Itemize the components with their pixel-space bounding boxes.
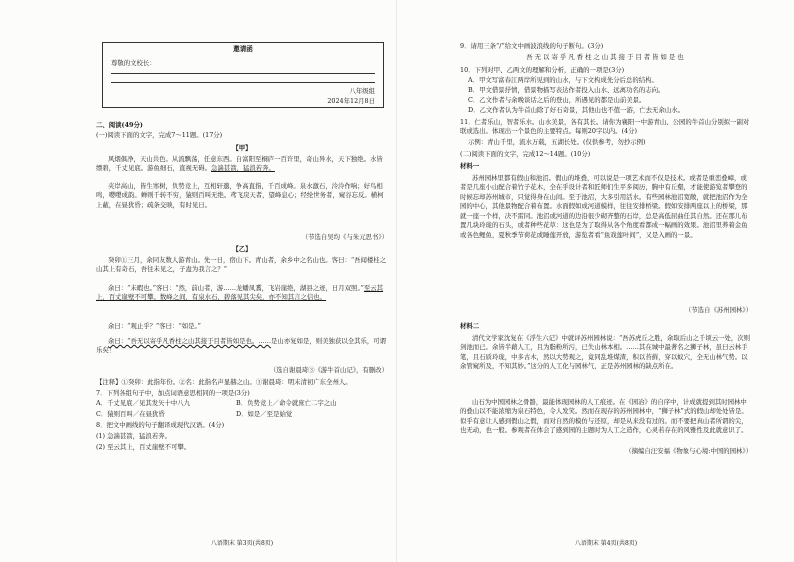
passage-yi-para1: 癸卯①三月，余同友数人游青山。先一日，宿山下。青山者，余乡中之名山也。客曰：“吾闻楼桂之山其上有奇石，吾往未见之，子盍为我言之？” xyxy=(96,256,387,274)
option-a[interactable]: A．千丈见底／见其发矢十中八九 xyxy=(96,399,191,407)
passage-yi-title: 【乙】 xyxy=(232,245,252,253)
section-title: 二、阅读(49分) xyxy=(96,121,143,129)
material-one-title: 材料一 xyxy=(460,162,480,170)
question-9: 9．请用三条“/”给文中画波浪线的句子断句。(3分) xyxy=(460,42,604,50)
part-two-instruction: (二)阅读下面的文字，完成12～14题。(10分) xyxy=(460,150,591,158)
passage-yi-para3: 余曰：“观止乎？”客曰：“如是。” xyxy=(108,322,201,330)
passage-yi-para4: 余曰：“吾无以寄乎凡香柱之山其接于目者皆如是也。……是山亦复如是，则美独获以全其乐，可谓乐矣！” xyxy=(96,337,387,355)
option-c[interactable]: C．猿则百叫／在昼犹昏 xyxy=(96,410,165,418)
option-b[interactable]: B．负势竞上／命令就庶亡二字之山 xyxy=(236,399,337,407)
material-two-source: （摘编自汪安福《物象与心境:中国的园林》） xyxy=(625,447,752,455)
underlined-sentence: 至云其上，百丈崖壁不可攀。数峰之间，有泉水石，碧落见其尖矣，亦不知 xyxy=(96,284,384,302)
question-9-text: 吾无以寄乎凡香柱之山其接于目者皆如是也 xyxy=(526,53,686,61)
part-one-instruction: (一)阅读下面的文字，完成7～11题。(17分) xyxy=(96,131,223,139)
question-10: 10．下列对甲、乙两文的理解和分析，正确的一项是(3分) xyxy=(460,66,625,74)
option-d[interactable]: D．如是／至是始觉 xyxy=(236,410,293,418)
question-8-item1: (1) 急湍甚箭，猛浪若奔。 xyxy=(96,432,171,440)
blank-line xyxy=(111,82,375,83)
question-11: 11．仁者乐山，智者乐水。山水美景，各有其长。请你为襄阳一中游青山、公园的牛首山分别拟一副对联或选出。体现出一个景色的主要特点。每则20字以内。(4分) xyxy=(460,118,750,136)
page-footer-left: 八语期末 第3页(共8页) xyxy=(210,540,274,547)
page-left xyxy=(96,0,388,562)
question-7-options-2 xyxy=(96,410,388,419)
question-11-example: 示例：青山千里，流水万载，五湖长处。(仅供参考，勿抄示例) xyxy=(468,138,646,146)
invitation-date: 2024年12月8日 xyxy=(327,97,375,105)
material-two-para2: 山石为中国园林之骨骼，最能体现园林的人工痕迹。在《园冶》的自序中，计成就提到其时园林中的叠山以不能浓缩为泉石特色，令人发笑。然而在现存的苏州园林中，“狮子林”式的假山却处处皆是。似乎有意让人感到假山之假，而对自然的模仿与还原，却是从来没有过的。而不要把真山者所谓的尖，也无动，也一般。参观者在体会了感到园的主题时为人工之造作，心灵若存在的风雅性及此就意识了。 xyxy=(460,398,748,435)
invitation-title: 邀请函 xyxy=(233,45,253,53)
question-10-option-a[interactable]: A．甲文写富春江两岸所见到的山水，与下文构成先分后总的结构。 xyxy=(468,76,658,84)
question-8-item2: (2) 至云其上，百丈崖壁不可攀。 xyxy=(96,443,191,451)
blank-line xyxy=(111,73,375,74)
page-fold xyxy=(396,0,397,562)
passage-jia-source: （节选自吴均《与朱元思书》） xyxy=(301,233,388,241)
material-one-text: 苏州园林里都有假山和池沼。假山的堆叠，可以说是一项艺术而不仅是技术。或者是重峦叠嶂，或者是几座小山配合着竹子花木，全在乎设计者和匠师们生平多阅历，胸中有丘壑，才能使游览者攀登的时候忘却苏州城市，只觉得身在山间。至于池沼，大多引用活水。有些园林池沼宽敞，就把池沼作为全园的中心，其他景物配合着布置。水面假如成河道模样，往往安排桥梁。假如安排两座以上的桥梁，那就一座一个样，决不雷同。池沼或河道的边沿很少砌齐整的石岸，总是高低屈曲任其自然。还在那儿布置几块玲珑的石头，或者种些花草：这也是为了取得从各个角度看都成一幅画的效果。池沼里养着金鱼或各色鲤鱼，夏秋季节荷花或睡莲开放，游览者看“鱼戏莲叶间”，又是入画的一景。 xyxy=(460,174,748,239)
passage-yi-source: （选自谢晨琦③《游牛首山记》，有删改） xyxy=(269,366,388,374)
question-8: 8．把文中画线的句子翻译成现代汉语。(4分) xyxy=(96,421,225,429)
question-10-option-b[interactable]: B．甲文借景抒情，借景物描写表达作者投入山水、远离功名的志向。 xyxy=(468,86,665,94)
question-7: 7．下列各组句子中，加点词语意思相同的一项是(3分) xyxy=(96,389,250,397)
material-one-source: （节选自《苏州园林》） xyxy=(684,306,752,314)
invitation-box xyxy=(102,42,384,108)
page-footer-right: 八语期末 第4页(共8页) xyxy=(574,540,638,547)
passage-jia-para2: 夹岸高山，皆生寒树，负势竞上，互相轩邈，争高直指，千百成峰。泉水激石，泠泠作响；好鸟相鸣，嘤嘤成韵。蝉则千转不穷，猿则百叫无绝。鸢飞戾天者，望峰息心；经纶世务者，窥谷忘反。横柯上蔽，在昼犹昏；疏条交映，有时见日。 xyxy=(96,182,384,209)
material-two-para1: 清代文学家沈复在《浮生六记》中就评苏州园林说：“吾苏虎丘之胜，余取后山之千顷云一处，次则剑池而已。余皆半藉人工，且为脂粉所污，已失山林本相。……其在城中最著名之狮子林，虽曰云林手笔，且石质玲珑，中多古木，然以大势观之，竟同乱堆煤渣，积以苔藓，穿以蚁穴，全无山林气势。以余管窥所及，不知其妙。”这分的人工化与园林气，正是苏州园林的缺点所在。 xyxy=(460,334,751,371)
question-10-option-c[interactable]: C．乙文作者与余晚谈话之后的登山，所遇见的都是山前美景。 xyxy=(468,96,646,104)
question-7-options xyxy=(96,399,388,408)
passage-yi-para2: 余曰：“未暇也。”客曰：“然，前山者，游……龙蟠凤翥，飞岩崖绝，湖县之迹，日月双照。”至云其上，百丈崖壁不可攀。数峰之间，有泉水石，碧落见其尖矣，亦不知其言之信也。 xyxy=(96,284,384,302)
page-right xyxy=(460,0,752,562)
passage-jia-title: 【甲】 xyxy=(232,144,252,152)
passage-jia-para1: 风烟俱净，天山共色。从流飘荡，任意东西。自富阳至桐庐一百许里，奇山异水，天下独绝。水皆缥碧，千丈见底。游鱼细石，直视无碍。急湍甚箭，猛浪若奔。 xyxy=(96,155,383,173)
invitation-sign: 八年级组 xyxy=(349,87,375,95)
invitation-salute: 尊敬的文校长： xyxy=(111,59,156,67)
question-10-option-d[interactable]: D．乙文作者认为牛首山除了好石奇景，其他山也不值一游，亡去无余山水。 xyxy=(468,106,685,114)
wavy-sentence: 余曰：“吾无以寄乎凡香柱之山其接于目者皆如是也。…… xyxy=(108,337,272,345)
underlined-sentence: 急湍甚箭，猛浪若奔。 xyxy=(211,164,275,173)
material-two-title: 材料二 xyxy=(460,322,480,330)
notes: 【注释】①癸卯：此指年份。②名：此指名声显赫之山。③谢晨琦：明末清初广东全州人。 xyxy=(96,378,352,386)
